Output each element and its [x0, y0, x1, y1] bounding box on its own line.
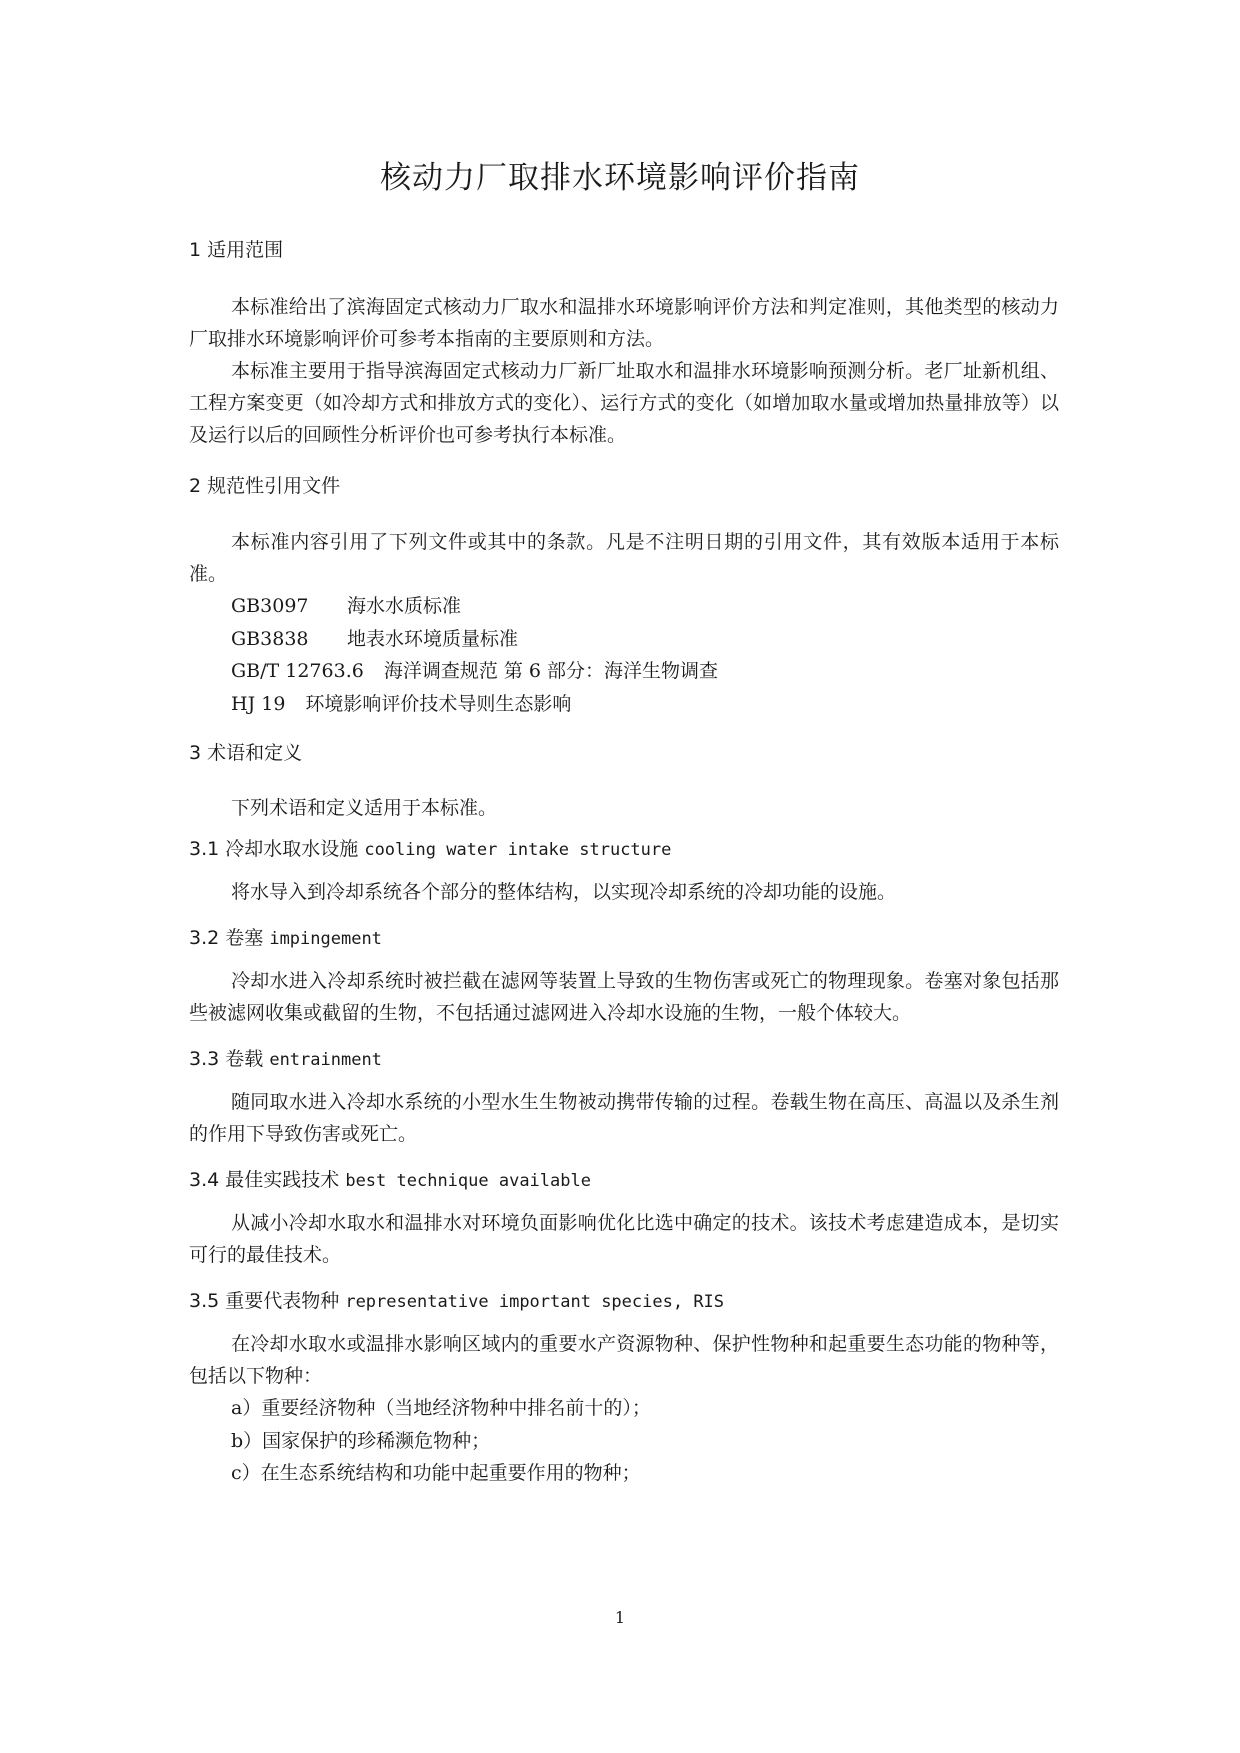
term-heading-representative-species: [189, 1288, 1059, 1314]
reference-name: 环境影响评价技术导则生态影响: [305, 692, 572, 715]
reference-code: HJ 19: [231, 692, 286, 715]
reference-name: 海水水质标准: [347, 595, 462, 617]
term-heading-intake-structure: [189, 836, 1059, 862]
term-chinese: 最佳实践技术: [225, 1169, 340, 1191]
species-list-item: b）国家保护的珍稀濒危物种；: [231, 1429, 491, 1452]
term-heading-entrainment: [189, 1046, 1059, 1072]
page-number: 1: [614, 1608, 626, 1627]
term-number: 3.1: [189, 838, 220, 860]
term-number: 3.4: [189, 1169, 220, 1191]
scope-paragraph-1: 本标准给出了滨海固定式核动力厂取水和温排水环境影响评价方法和判定准则，其他类型的核动力厂取排水环境影响评价可参考本指南的主要原则和方法。: [189, 296, 1059, 350]
reference-item: [189, 688, 1059, 721]
term-english: best technique available: [345, 1171, 591, 1191]
term-english: representative important species, RIS: [345, 1292, 725, 1312]
document-title: 核动力厂取排水环境影响评价指南: [380, 160, 860, 196]
references-intro: 本标准内容引用了下列文件或其中的条款。凡是不注明日期的引用文件，其有效版本适用于本标准。: [189, 531, 1059, 585]
term-english: impingement: [269, 929, 382, 949]
term-definition: 冷却水进入冷却系统时被拦截在滤网等装置上导致的生物伤害或死亡的物理现象。卷塞对象包括那些被滤网收集或截留的生物，不包括通过滤网进入冷却水设施的生物，一般个体较大。: [189, 970, 1059, 1024]
term-english: entrainment: [269, 1050, 382, 1070]
reference-item: [189, 590, 1059, 623]
reference-code: GB/T 12763.6: [231, 660, 364, 682]
term-number: 3.2: [189, 927, 220, 949]
scope-paragraph-2: 本标准主要用于指导滨海固定式核动力厂新厂址取水和温排水环境影响预测分析。老厂址新机组、工程方案变更（如冷却方式和排放方式的变化）、运行方式的变化（如增加取水量或增加热量排放等）以及运行以后的回顾性分析评价也可参考执行本标准。: [189, 360, 1059, 446]
reference-item: [189, 623, 1059, 656]
section-heading-references: 2 规范性引用文件: [189, 475, 341, 497]
term-number: 3.5: [189, 1290, 220, 1312]
term-chinese: 卷载: [225, 1048, 264, 1070]
reference-code: GB3838: [231, 627, 309, 650]
reference-item: [189, 655, 1059, 688]
term-heading-best-technique: [189, 1167, 1059, 1193]
reference-code: GB3097: [231, 595, 309, 617]
term-definition: 随同取水进入冷却水系统的小型水生生物被动携带传输的过程。卷载生物在高压、高温以及杀生剂的作用下导致伤害或死亡。: [189, 1091, 1059, 1145]
terms-intro: 下列术语和定义适用于本标准。: [231, 797, 498, 819]
species-list-item: a）重要经济物种（当地经济物种中排名前十的）；: [231, 1397, 651, 1419]
reference-name: 海洋调查规范 第 6 部分：海洋生物调查: [383, 660, 719, 682]
term-heading-impingement: [189, 925, 1059, 951]
term-chinese: 卷塞: [225, 927, 264, 949]
section-heading-scope: 1 适用范围: [189, 239, 284, 261]
reference-name: 地表水环境质量标准: [347, 627, 519, 650]
term-chinese: 重要代表物种: [225, 1290, 340, 1312]
document-body: [189, 237, 1059, 1490]
term-chinese: 冷却水取水设施: [225, 838, 359, 860]
term-number: 3.3: [189, 1048, 220, 1070]
term-definition: 从减小冷却水取水和温排水对环境负面影响优化比选中确定的技术。该技术考虑建造成本，是切实可行的最佳技术。: [189, 1212, 1059, 1266]
species-list-item: c）在生态系统结构和功能中起重要作用的物种；: [231, 1462, 641, 1484]
term-definition: 在冷却水取水或温排水影响区域内的重要水产资源物种、保护性物种和起重要生态功能的物种等，包括以下物种：: [189, 1333, 1059, 1387]
section-heading-terms: 3 术语和定义: [189, 742, 303, 764]
term-definition: 将水导入到冷却系统各个部分的整体结构，以实现冷却系统的冷却功能的设施。: [231, 881, 897, 903]
term-english: cooling water intake structure: [364, 840, 672, 860]
